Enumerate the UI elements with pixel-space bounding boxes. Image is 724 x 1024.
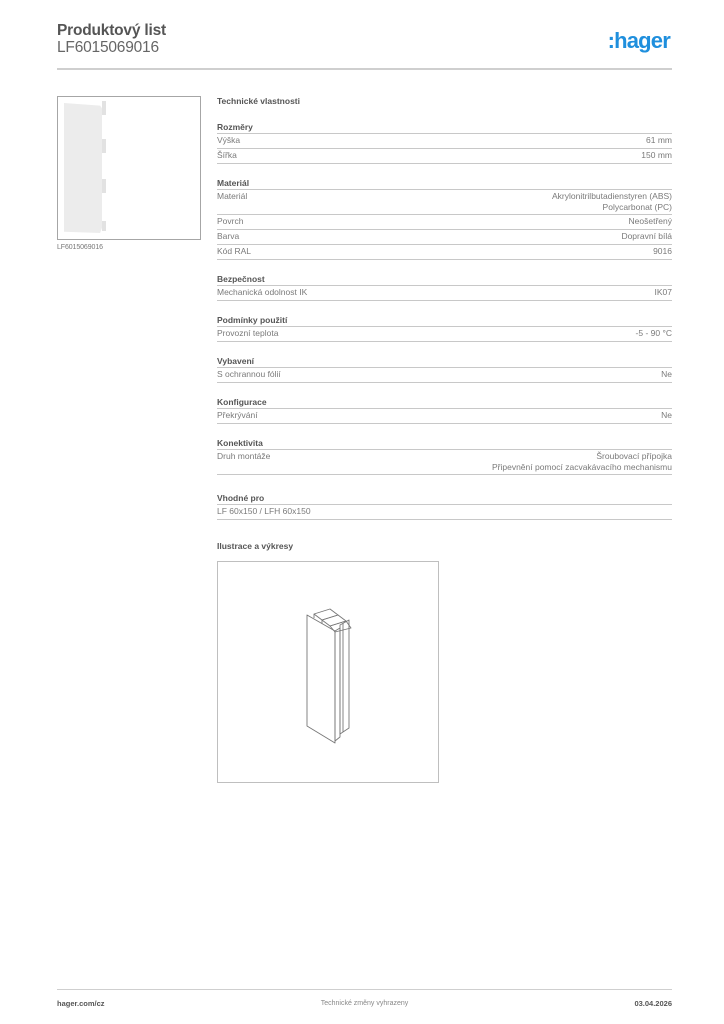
footer-divider xyxy=(57,989,672,990)
group-title: Vybavení xyxy=(217,354,672,368)
page-footer xyxy=(57,998,672,1010)
spec-row xyxy=(217,450,672,475)
spec-label: Mechanická odolnost IK xyxy=(217,287,308,297)
spec-value: 9016 xyxy=(653,246,672,256)
spec-row xyxy=(217,409,672,424)
spec-label: Šířka xyxy=(217,150,237,160)
spec-row xyxy=(217,230,672,245)
spec-row xyxy=(217,286,672,301)
spec-label: Povrch xyxy=(217,216,244,226)
product-thumbnail xyxy=(57,96,201,240)
spec-value: Ne xyxy=(661,410,672,420)
page-header xyxy=(57,22,672,70)
header-divider xyxy=(57,68,672,70)
spec-row xyxy=(217,327,672,342)
end-cap-line-drawing xyxy=(218,562,438,782)
spec-row xyxy=(217,149,672,164)
spec-label: Provozní teplota xyxy=(217,328,279,338)
footer-date: 03.04.2026 xyxy=(634,999,672,1008)
spec-group-dimensions xyxy=(217,120,672,164)
page-title: Produktový list xyxy=(57,22,166,39)
product-photo-tab xyxy=(102,221,106,231)
spec-label: Barva xyxy=(217,231,240,241)
spec-label: Překrývání xyxy=(217,410,258,420)
group-title: Vhodné pro xyxy=(217,491,672,505)
spec-row xyxy=(217,134,672,149)
technical-drawing xyxy=(217,561,439,783)
hager-logo: :hager xyxy=(607,28,670,53)
spec-value: Šroubovací přípojka Připevnění pomocí zacvakávacího mechanismu xyxy=(491,451,672,472)
spec-label: S ochrannou fólií xyxy=(217,369,281,379)
product-code: LF6015069016 xyxy=(57,39,159,56)
product-photo-end-cap xyxy=(64,103,102,233)
spec-row xyxy=(217,505,672,520)
spec-row xyxy=(217,215,672,230)
spec-value: Ne xyxy=(661,369,672,379)
suitable-for xyxy=(217,491,672,520)
spec-value: 61 mm xyxy=(646,135,672,145)
spec-group-safety xyxy=(217,272,672,301)
spec-value: Neošetřený xyxy=(628,216,672,226)
group-title: Rozměry xyxy=(217,120,672,134)
spec-group-connectivity xyxy=(217,436,672,475)
product-photo-tab xyxy=(102,139,106,153)
group-title: Konfigurace xyxy=(217,395,672,409)
suitable-for-value: LF 60x150 / LFH 60x150 xyxy=(217,506,311,516)
footer-website-link[interactable]: hager.com/cz xyxy=(57,999,105,1008)
spec-value: IK07 xyxy=(654,287,672,297)
footer-notice: Technické změny vyhrazeny xyxy=(320,1000,409,1007)
spec-label: Kód RAL xyxy=(217,246,252,256)
illustrations-heading: Ilustrace a výkresy xyxy=(217,541,294,551)
spec-value: 150 mm xyxy=(641,150,672,160)
spec-group-conditions xyxy=(217,313,672,342)
spec-group-configuration xyxy=(217,395,672,424)
spec-label: Materiál xyxy=(217,191,248,201)
spec-row xyxy=(217,368,672,383)
spec-label: Druh montáže xyxy=(217,451,271,461)
specs-heading: Technické vlastnosti xyxy=(217,96,300,106)
spec-label: Výška xyxy=(217,135,241,145)
group-title: Bezpečnost xyxy=(217,272,672,286)
spec-row xyxy=(217,190,672,215)
thumbnail-caption: LF6015069016 xyxy=(57,244,103,251)
spec-group-material xyxy=(217,176,672,260)
product-photo-tab xyxy=(102,179,106,193)
spec-group-equipment xyxy=(217,354,672,383)
group-title: Konektivita xyxy=(217,436,672,450)
spec-value: Akrylonitrilbutadienstyren (ABS) Polycarbonat (PC) xyxy=(552,191,672,212)
group-title: Podmínky použití xyxy=(217,313,672,327)
technical-specs xyxy=(217,95,672,783)
spec-value: -5 - 90 °C xyxy=(635,328,672,338)
product-photo-tab xyxy=(102,101,106,115)
spec-row xyxy=(217,245,672,260)
spec-value: Dopravní bílá xyxy=(621,231,672,241)
group-title: Materiál xyxy=(217,176,672,190)
